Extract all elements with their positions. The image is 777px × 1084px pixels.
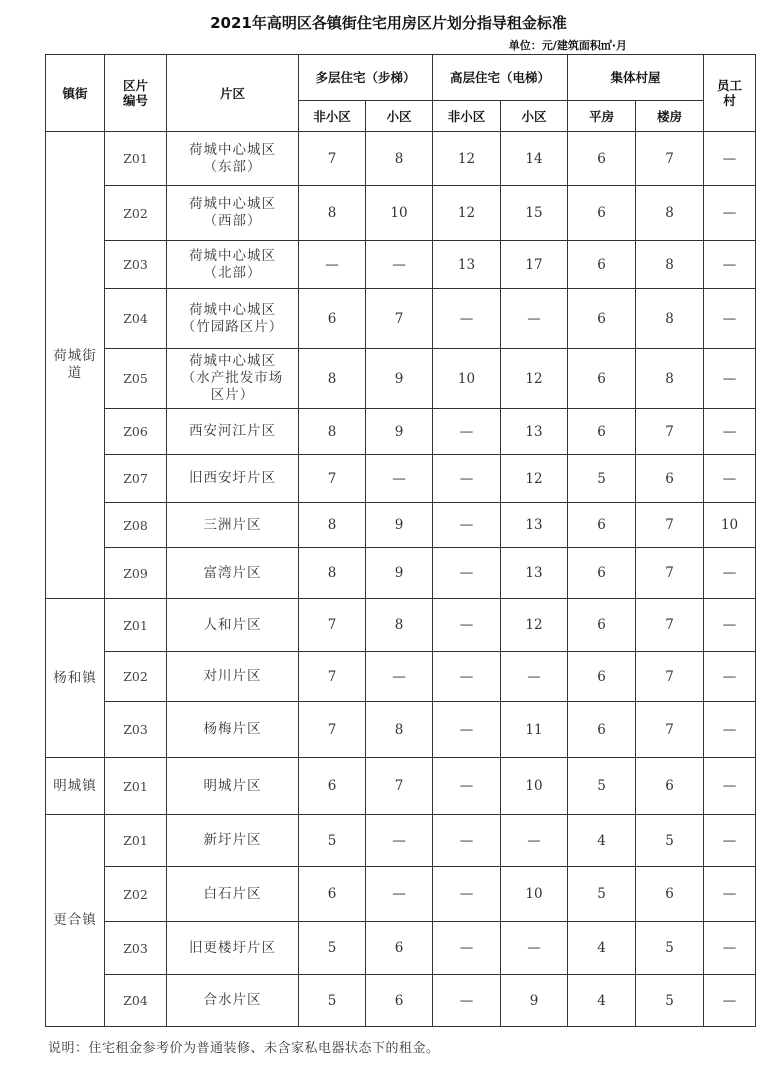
bungalow-cell: 6	[568, 702, 636, 758]
high-compound-cell: —	[501, 815, 568, 867]
table-row	[46, 867, 756, 922]
table-row	[46, 455, 756, 503]
multi-compound-cell: —	[366, 455, 433, 503]
code-cell: Z03	[105, 241, 167, 289]
multi-non-compound-cell: 8	[299, 548, 366, 599]
building-cell: 5	[636, 975, 704, 1027]
high-compound-cell: 15	[501, 186, 568, 241]
code-cell: Z03	[105, 922, 167, 975]
high-compound-cell: 9	[501, 975, 568, 1027]
high-compound-cell: —	[501, 652, 568, 702]
high-compound-cell: 14	[501, 132, 568, 186]
table-row	[46, 652, 756, 702]
high-compound-cell: 13	[501, 548, 568, 599]
high-non-compound-cell: 12	[433, 132, 501, 186]
building-cell: 7	[636, 548, 704, 599]
multi-compound-cell: 8	[366, 702, 433, 758]
page-title: 2021年高明区各镇街住宅用房区片划分指导租金标准	[210, 14, 567, 32]
table-row	[46, 702, 756, 758]
bungalow-cell: 6	[568, 652, 636, 702]
multi-non-compound-cell: 8	[299, 349, 366, 409]
high-non-compound-cell: —	[433, 548, 501, 599]
header-code: 区片编号	[105, 55, 167, 132]
town-cell: 荷城街道	[46, 132, 105, 599]
multi-compound-cell: 10	[366, 186, 433, 241]
table-row	[46, 409, 756, 455]
multi-non-compound-cell: 8	[299, 409, 366, 455]
multi-compound-cell: 7	[366, 758, 433, 815]
building-cell: 6	[636, 758, 704, 815]
area-cell: 荷城中心城区（北部）	[167, 241, 299, 289]
bungalow-cell: 6	[568, 409, 636, 455]
code-cell: Z04	[105, 289, 167, 349]
town-cell: 明城镇	[46, 758, 105, 815]
code-cell: Z01	[105, 599, 167, 652]
code-cell: Z01	[105, 758, 167, 815]
high-compound-cell: —	[501, 922, 568, 975]
table-row	[46, 241, 756, 289]
building-cell: 8	[636, 289, 704, 349]
multi-non-compound-cell: 5	[299, 975, 366, 1027]
building-cell: 8	[636, 349, 704, 409]
multi-non-compound-cell: 5	[299, 815, 366, 867]
multi-non-compound-cell: 7	[299, 652, 366, 702]
high-non-compound-cell: —	[433, 758, 501, 815]
staff-cell: —	[704, 455, 756, 503]
multi-non-compound-cell: —	[299, 241, 366, 289]
table-row	[46, 815, 756, 867]
bungalow-cell: 4	[568, 815, 636, 867]
code-cell: Z06	[105, 409, 167, 455]
high-non-compound-cell: 13	[433, 241, 501, 289]
building-cell: 7	[636, 702, 704, 758]
code-cell: Z04	[105, 975, 167, 1027]
high-non-compound-cell: —	[433, 455, 501, 503]
staff-cell: —	[704, 975, 756, 1027]
area-cell: 明城片区	[167, 758, 299, 815]
high-compound-cell: 11	[501, 702, 568, 758]
bungalow-cell: 6	[568, 241, 636, 289]
building-cell: 7	[636, 409, 704, 455]
bungalow-cell: 6	[568, 289, 636, 349]
area-cell: 荷城中心城区（西部）	[167, 186, 299, 241]
building-cell: 7	[636, 503, 704, 548]
area-cell: 人和片区	[167, 599, 299, 652]
multi-non-compound-cell: 6	[299, 289, 366, 349]
multi-non-compound-cell: 6	[299, 867, 366, 922]
staff-cell: —	[704, 652, 756, 702]
high-compound-cell: 12	[501, 349, 568, 409]
area-cell: 杨梅片区	[167, 702, 299, 758]
table-row	[46, 922, 756, 975]
high-compound-cell: 12	[501, 599, 568, 652]
bungalow-cell: 6	[568, 548, 636, 599]
multi-non-compound-cell: 6	[299, 758, 366, 815]
code-cell: Z07	[105, 455, 167, 503]
header-multi: 多层住宅（步梯）	[299, 55, 433, 101]
area-cell: 荷城中心城区（东部）	[167, 132, 299, 186]
building-cell: 7	[636, 599, 704, 652]
table-row	[46, 503, 756, 548]
rent-table	[45, 54, 756, 1027]
staff-cell: 10	[704, 503, 756, 548]
bungalow-cell: 5	[568, 867, 636, 922]
bungalow-cell: 6	[568, 186, 636, 241]
high-compound-cell: —	[501, 289, 568, 349]
area-cell: 三洲片区	[167, 503, 299, 548]
building-cell: 8	[636, 241, 704, 289]
staff-cell: —	[704, 922, 756, 975]
header-town: 镇街	[46, 55, 105, 132]
staff-cell: —	[704, 349, 756, 409]
staff-cell: —	[704, 241, 756, 289]
area-cell: 西安河江片区	[167, 409, 299, 455]
high-non-compound-cell: —	[433, 652, 501, 702]
high-non-compound-cell: —	[433, 815, 501, 867]
bungalow-cell: 4	[568, 922, 636, 975]
multi-compound-cell: —	[366, 241, 433, 289]
town-cell: 更合镇	[46, 815, 105, 1027]
multi-non-compound-cell: 7	[299, 455, 366, 503]
header-area: 片区	[167, 55, 299, 132]
code-cell: Z02	[105, 186, 167, 241]
bungalow-cell: 6	[568, 349, 636, 409]
building-cell: 6	[636, 455, 704, 503]
building-cell: 6	[636, 867, 704, 922]
multi-compound-cell: 9	[366, 548, 433, 599]
area-cell: 旧西安圩片区	[167, 455, 299, 503]
town-cell: 杨和镇	[46, 599, 105, 758]
staff-cell: —	[704, 548, 756, 599]
high-compound-cell: 13	[501, 409, 568, 455]
multi-compound-cell: 8	[366, 132, 433, 186]
high-compound-cell: 10	[501, 758, 568, 815]
high-compound-cell: 17	[501, 241, 568, 289]
staff-cell: —	[704, 409, 756, 455]
multi-compound-cell: —	[366, 652, 433, 702]
multi-compound-cell: 6	[366, 975, 433, 1027]
header-bungalow: 平房	[568, 101, 636, 132]
area-cell: 旧更楼圩片区	[167, 922, 299, 975]
multi-compound-cell: 7	[366, 289, 433, 349]
high-non-compound-cell: —	[433, 702, 501, 758]
area-cell: 荷城中心城区（水产批发市场区片）	[167, 349, 299, 409]
staff-cell: —	[704, 132, 756, 186]
code-cell: Z03	[105, 702, 167, 758]
building-cell: 7	[636, 132, 704, 186]
high-compound-cell: 12	[501, 455, 568, 503]
high-compound-cell: 13	[501, 503, 568, 548]
multi-non-compound-cell: 8	[299, 186, 366, 241]
multi-compound-cell: 6	[366, 922, 433, 975]
header-building: 楼房	[636, 101, 704, 132]
table-row	[46, 289, 756, 349]
code-cell: Z09	[105, 548, 167, 599]
table-row	[46, 349, 756, 409]
staff-cell: —	[704, 289, 756, 349]
high-non-compound-cell: 12	[433, 186, 501, 241]
header-high-non-compound: 非小区	[433, 101, 501, 132]
area-cell: 合水片区	[167, 975, 299, 1027]
high-non-compound-cell: —	[433, 289, 501, 349]
building-cell: 7	[636, 652, 704, 702]
code-cell: Z02	[105, 867, 167, 922]
building-cell: 5	[636, 815, 704, 867]
area-cell: 富湾片区	[167, 548, 299, 599]
table-row	[46, 132, 756, 186]
header-multi-non-compound: 非小区	[299, 101, 366, 132]
bungalow-cell: 6	[568, 132, 636, 186]
bungalow-cell: 6	[568, 503, 636, 548]
area-cell: 新圩片区	[167, 815, 299, 867]
bungalow-cell: 5	[568, 455, 636, 503]
area-cell: 荷城中心城区（竹园路区片）	[167, 289, 299, 349]
code-cell: Z05	[105, 349, 167, 409]
bungalow-cell: 6	[568, 599, 636, 652]
staff-cell: —	[704, 702, 756, 758]
code-cell: Z01	[105, 132, 167, 186]
table-row	[46, 975, 756, 1027]
multi-non-compound-cell: 5	[299, 922, 366, 975]
high-non-compound-cell: —	[433, 503, 501, 548]
high-non-compound-cell: —	[433, 922, 501, 975]
multi-compound-cell: 9	[366, 349, 433, 409]
staff-cell: —	[704, 186, 756, 241]
high-compound-cell: 10	[501, 867, 568, 922]
area-cell: 对川片区	[167, 652, 299, 702]
high-non-compound-cell: —	[433, 409, 501, 455]
staff-cell: —	[704, 867, 756, 922]
code-cell: Z01	[105, 815, 167, 867]
table-row	[46, 548, 756, 599]
bungalow-cell: 5	[568, 758, 636, 815]
table-row	[46, 186, 756, 241]
multi-compound-cell: 8	[366, 599, 433, 652]
header-high-compound: 小区	[501, 101, 568, 132]
building-cell: 5	[636, 922, 704, 975]
unit-label: 单位：元/建筑面积㎡·月	[508, 39, 627, 52]
area-cell: 白石片区	[167, 867, 299, 922]
code-cell: Z02	[105, 652, 167, 702]
header-village: 集体村屋	[568, 55, 704, 101]
high-non-compound-cell: —	[433, 599, 501, 652]
table-row	[46, 758, 756, 815]
header-multi-compound: 小区	[366, 101, 433, 132]
multi-compound-cell: —	[366, 867, 433, 922]
high-non-compound-cell: —	[433, 975, 501, 1027]
multi-non-compound-cell: 7	[299, 599, 366, 652]
staff-cell: —	[704, 758, 756, 815]
staff-cell: —	[704, 815, 756, 867]
header-high: 高层住宅（电梯）	[433, 55, 568, 101]
multi-non-compound-cell: 7	[299, 132, 366, 186]
high-non-compound-cell: 10	[433, 349, 501, 409]
footnote: 说明：住宅租金参考价为普通装修、未含家私电器状态下的租金。	[48, 1041, 440, 1056]
staff-cell: —	[704, 599, 756, 652]
high-non-compound-cell: —	[433, 867, 501, 922]
multi-non-compound-cell: 7	[299, 702, 366, 758]
code-cell: Z08	[105, 503, 167, 548]
multi-non-compound-cell: 8	[299, 503, 366, 548]
header-staff: 员工村	[704, 55, 756, 132]
multi-compound-cell: 9	[366, 503, 433, 548]
building-cell: 8	[636, 186, 704, 241]
multi-compound-cell: 9	[366, 409, 433, 455]
table-row	[46, 599, 756, 652]
bungalow-cell: 4	[568, 975, 636, 1027]
multi-compound-cell: —	[366, 815, 433, 867]
